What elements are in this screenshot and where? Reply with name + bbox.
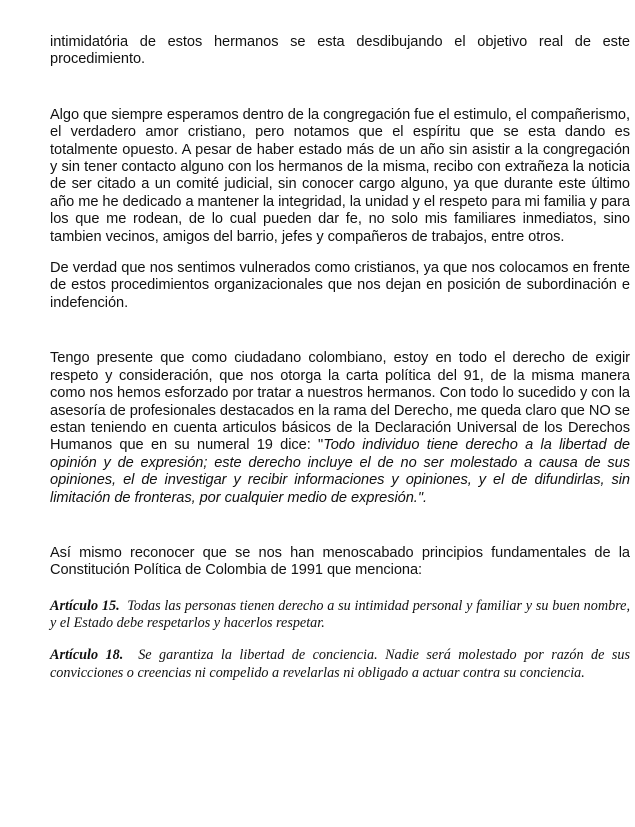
paragraph-human-rights bbox=[50, 350, 630, 507]
article-15-number: Artículo 15. bbox=[50, 597, 120, 614]
paragraph-procedure: intimidatória de estos hermanos se esta desdibujando el objetivo real de este procedimiento. bbox=[50, 34, 630, 68]
article-18-number: Artículo 18. bbox=[50, 646, 124, 663]
paragraph-vulnerated: De verdad que nos sentimos vulnerados como cristianos, ya que nos colocamos en frente de estos procedimientos organizacionales que nos dejan en posición de subordinación e indefención. bbox=[50, 260, 630, 311]
article-15 bbox=[50, 598, 630, 633]
paragraph-constitution: Así mismo reconocer que se nos han menoscabado principios fundamentales de la Constitución Política de Colombia de 1991 que menciona: bbox=[50, 544, 630, 579]
article-18-text: Se garantiza la libertad de conciencia. Nadie será molestado por razón de sus convicciones o creencias ni compelido a revelarlas ni obligado a actuar contra su conciencia. bbox=[50, 646, 631, 681]
document-page bbox=[50, 34, 630, 682]
paragraph-congregation: Algo que siempre esperamos dentro de la congregación fue el estimulo, el compañerismo, el verdadero amor cristiano, pero notamos que el espíritu que se esta dando es totalmente opuesto. A pesar de haber estado más de un año sin asistir a la congregación y sin tener contacto alguno con los hermanos de la misma, recibo con extrañeza la noticia de ser citado a un comité judicial, sin conocer cargo alguno, ya que durante este último año me he dedicado a mantener la integridad, la unidad y el respeto para mi familia y para los que me rodean, de lo cual pueden dar fe, no solo mis familiares inmediatos, sino tambien vecinos, amigos del barrio, jefes y compañeros de trabajos, entre otros. bbox=[50, 106, 630, 245]
article-18 bbox=[50, 647, 630, 682]
human-rights-intro: Tengo presente que como ciudadano colombiano, estoy en todo el derecho de exigir respeto y consideración, que nos otorga la carta política del 91, de la misma manera como nos hemos esforzado por tratar a nuestros hermanos. Con todo lo sucedido y con la asesoría de profesionales destacados en la rama del Derecho, me queda claro que NO se estan teniendo en cuenta articulos básicos de la Declaración Universal de los Derechos Humanos que en su numeral 19 dice: " bbox=[50, 350, 630, 454]
article-15-text: Todas las personas tienen derecho a su intimidad personal y familiar y su buen nombre, y el Estado debe respetarlos y hacerlos respetar. bbox=[50, 597, 631, 632]
article-19-quote: Todo individuo tiene derecho a la libertad de opinión y de expresión; este derecho incluye el de no ser molestado a causa de sus opiniones, el de investigar y recibir informaciones y opiniones, y el de difundirlas, sin limitación de fronteras, por cualquier medio de expresión.". bbox=[50, 437, 630, 506]
